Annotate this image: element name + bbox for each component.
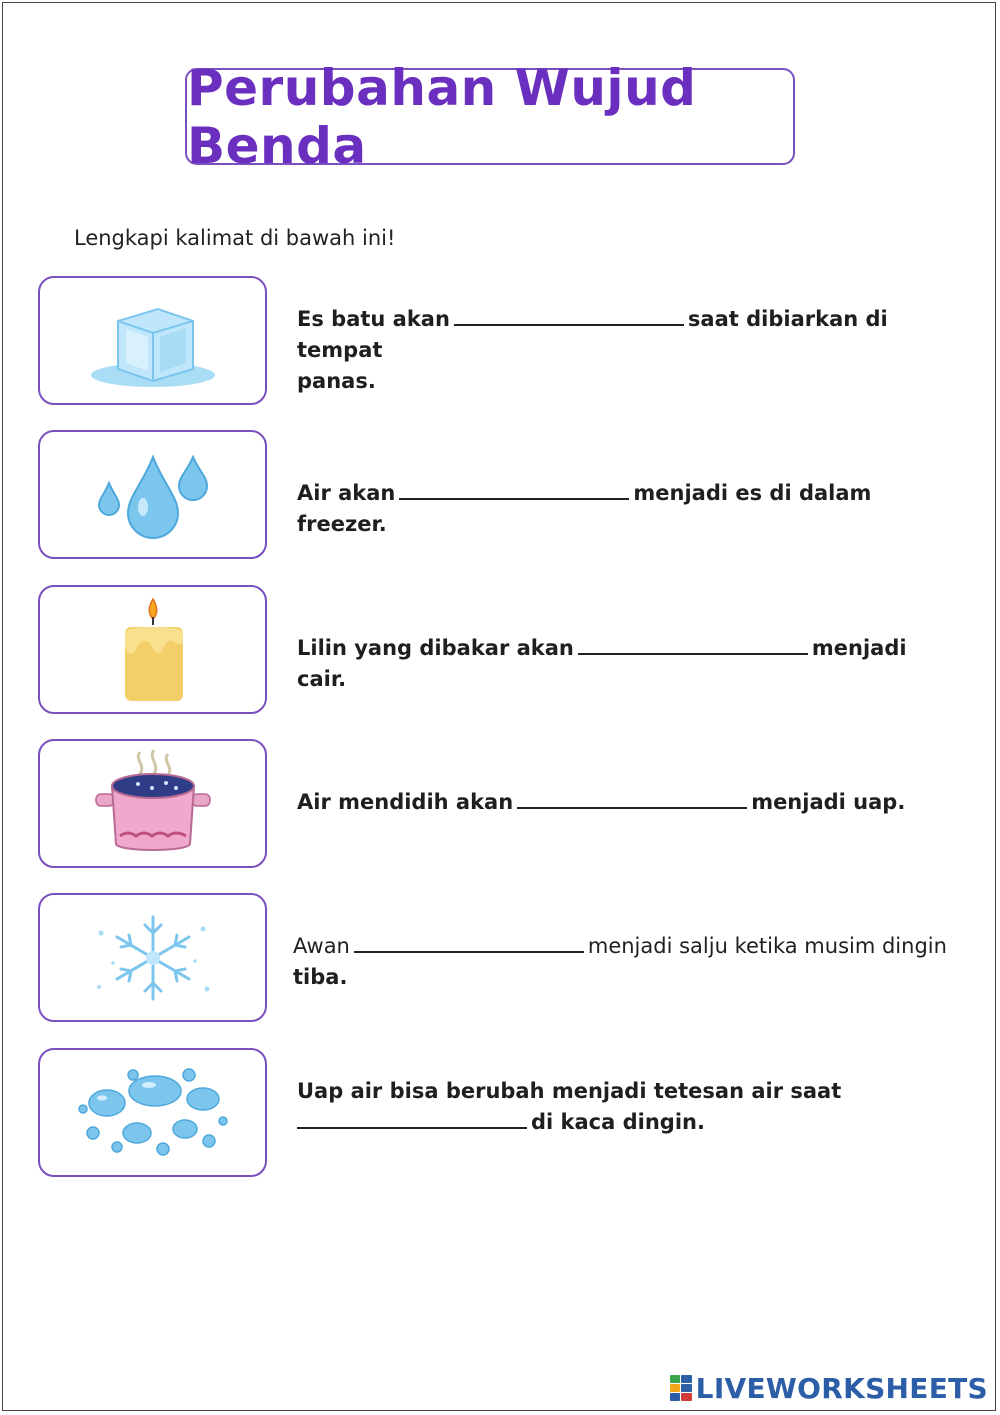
title-box: [185, 58, 795, 175]
candle-image-box: [38, 585, 267, 714]
sentence-4: [297, 787, 957, 818]
sentence-3-after: menjadi cair.: [297, 636, 907, 691]
boiling-pot-image-box: [38, 739, 267, 868]
sentence-6-before: Uap air bisa berubah menjadi tetesan air saat: [297, 1079, 842, 1103]
sentence-1-after: saat dibiarkan di tempat: [297, 307, 888, 362]
sentence-1-before: Es batu akan: [297, 307, 450, 331]
sentence-3-before: Lilin yang dibakar akan: [297, 636, 574, 660]
water-bubbles-image-box: [38, 1048, 267, 1177]
sentence-1: [297, 304, 957, 397]
snowflake-icon: [83, 903, 223, 1013]
ice-cube-icon: [78, 291, 228, 391]
exercise-row-4: [0, 739, 1000, 869]
sentence-4-before: Air mendidih akan: [297, 790, 514, 814]
sentence-5-before: Awan: [293, 934, 350, 958]
answer-blank-4[interactable]: [517, 789, 747, 809]
brand-name: LIVEWORKSHEETS: [695, 1371, 988, 1405]
sentence-5-line2: tiba.: [293, 965, 348, 989]
answer-blank-1[interactable]: [454, 306, 684, 326]
water-bubbles-icon: [73, 1063, 233, 1163]
exercise-row-1: [0, 276, 1000, 406]
answer-blank-6[interactable]: [297, 1109, 527, 1129]
sentence-2-after: menjadi es di dalam freezer.: [297, 481, 872, 536]
ice-cube-image-box: [38, 276, 267, 405]
sentence-5: [293, 931, 953, 993]
sentence-6-after: di kaca dingin.: [531, 1110, 705, 1134]
candle-icon: [103, 595, 203, 705]
sentence-2: [297, 478, 957, 540]
answer-blank-2[interactable]: [399, 480, 629, 500]
page-title: Perubahan Wujud Benda: [187, 58, 697, 175]
liveworksheets-logo[interactable]: [670, 1371, 988, 1405]
answer-blank-5[interactable]: [354, 933, 584, 953]
exercise-row-2: [0, 430, 1000, 560]
water-drops-icon: [83, 445, 223, 545]
answer-blank-3[interactable]: [578, 635, 808, 655]
sentence-2-before: Air akan: [297, 481, 396, 505]
sentence-6: [297, 1076, 957, 1138]
exercise-row-5: [0, 893, 1000, 1023]
exercise-row-3: [0, 585, 1000, 715]
instruction-text: Lengkapi kalimat di bawah ini!: [74, 226, 396, 250]
sentence-5-after: menjadi salju ketika musim dingin: [587, 934, 947, 958]
logo-blocks-icon: [670, 1375, 692, 1401]
sentence-4-after: menjadi uap.: [751, 790, 906, 814]
snowflake-image-box: [38, 893, 267, 1022]
sentence-3: [297, 633, 957, 695]
exercise-row-6: [0, 1048, 1000, 1178]
boiling-pot-icon: [88, 746, 218, 861]
sentence-1-line2: panas.: [297, 369, 376, 393]
water-drops-image-box: [38, 430, 267, 559]
